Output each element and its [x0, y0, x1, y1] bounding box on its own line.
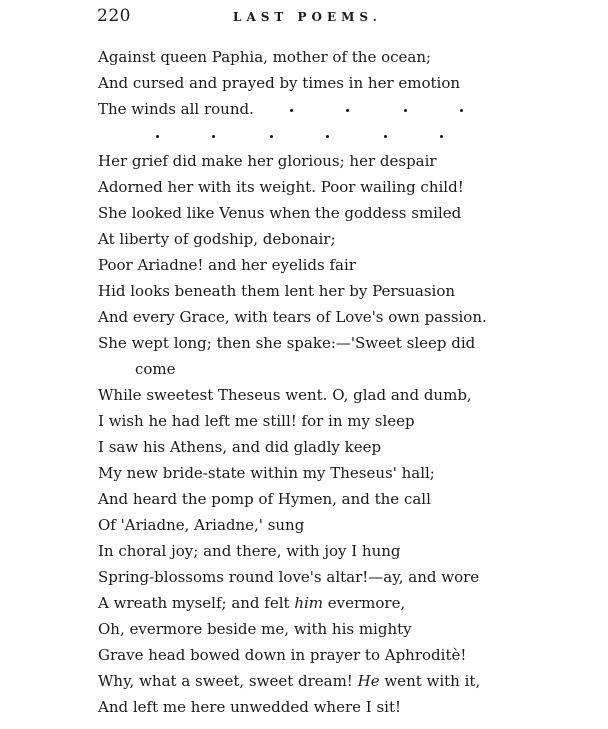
page-number: 220: [97, 6, 131, 26]
poem-line: She looked like Venus when the goddess smiled: [98, 204, 462, 222]
ellipsis-dot: [290, 109, 293, 112]
poem-line: [98, 590, 528, 616]
emphasized-word: him: [294, 594, 324, 612]
poem-line: I wish he had left me still! for in my sleep: [98, 412, 415, 430]
ellipsis-dot: [384, 135, 387, 138]
poem-line: Against queen Paphia, mother of the ocean;: [98, 48, 432, 66]
poem-line-text: A wreath myself; and felt: [98, 594, 295, 612]
poem: [98, 44, 528, 720]
ellipsis-dot: [326, 135, 329, 138]
poem-line: She wept long; then she spake:—'Sweet sleep did: [98, 334, 476, 352]
poem-line: Her grief did make her glorious; her despair: [98, 152, 437, 170]
ellipsis-dot: [404, 109, 407, 112]
poem-line: And heard the pomp of Hymen, and the call: [98, 490, 431, 508]
poem-line: Hid looks beneath them lent her by Persuasion: [98, 282, 456, 300]
poem-line: And cursed and prayed by times in her emotion: [98, 74, 461, 92]
emphasized-word: He: [357, 672, 380, 690]
poem-line: In choral joy; and there, with joy I hung: [98, 542, 401, 560]
poem-line-text: evermore,: [323, 594, 406, 612]
poem-line: Oh, evermore beside me, with his mighty: [98, 620, 412, 638]
poem-line: I saw his Athens, and did gladly keep: [98, 438, 382, 456]
ellipsis-dot: [460, 109, 463, 112]
running-head: LAST POEMS.: [233, 10, 382, 24]
poem-line: Adorned her with its weight. Poor wailing child!: [98, 178, 464, 196]
poem-line-text: Why, what a sweet, sweet dream!: [98, 672, 358, 690]
ellipsis-dot: [440, 135, 443, 138]
poem-line: Of 'Ariadne, Ariadne,' sung: [98, 516, 305, 534]
poem-line: My new bride-state within my Theseus' hall;: [98, 464, 435, 482]
poem-line: [98, 96, 528, 122]
ellipsis-dot: [212, 135, 215, 138]
omission-dots: [98, 122, 528, 148]
poem-line-continuation: come: [135, 360, 176, 378]
poem-line-text: The winds all round.: [98, 100, 254, 118]
poem-line: And left me here unwedded where I sit!: [98, 698, 402, 716]
poem-line: [98, 668, 528, 694]
poem-line: While sweetest Theseus went. O, glad and dumb,: [98, 386, 472, 404]
ellipsis-dot: [156, 135, 159, 138]
poem-line: Grave head bowed down in prayer to Aphroditè!: [98, 646, 467, 664]
poem-line: And every Grace, with tears of Love's own passion.: [98, 308, 487, 326]
poem-line-text: went with it,: [379, 672, 481, 690]
poem-line: At liberty of godship, debonair;: [98, 230, 336, 248]
poem-line: Spring-blossoms round love's altar!—ay, and wore: [98, 568, 480, 586]
poem-line: Poor Ariadne! and her eyelids fair: [98, 256, 356, 274]
ellipsis-dot: [270, 135, 273, 138]
ellipsis-dot: [346, 109, 349, 112]
